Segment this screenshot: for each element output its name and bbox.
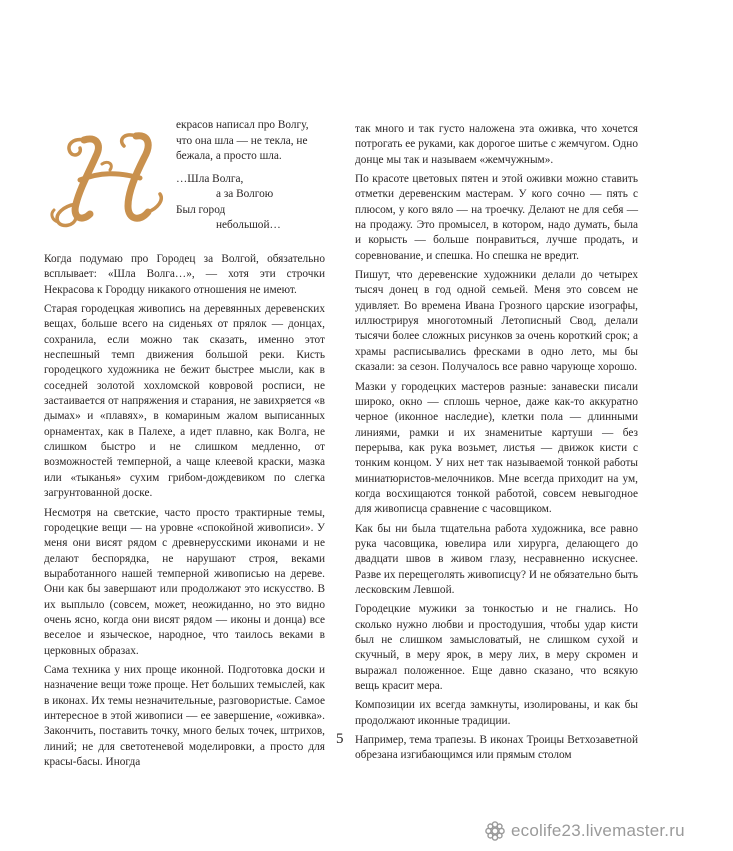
paragraph: Мазки у городецких мастеров разные: занавески писали широко, окно — сплошь черное, даже как-то аккуратно черное (иконное наследие), клетки пола — длинными линиями, рамки и их знаменитые картуши — без перерыва, как рука возьмет, листья — движок кисти с тонким концом. У них нет так называемой тонкой работы миниатюристов-мелочников. Мне всегда приходит на ум, когда восхищаются тонкой работой, совсем невыгодное для живописца сравнение с часовщиком. bbox=[355, 380, 638, 516]
watermark bbox=[484, 820, 685, 842]
paragraph: Сама техника у них проще иконной. Подготовка доски и назначение вещи тоже проще. Нет больших темыслей, как в иконах. Их темы незначительные, разговористые. Самое интересное в этой живописи — ее завершение, «оживка». Закончить, поставить точку, много белых точек, штрихов, линий; не для светотеневой моделировки, а просто для красы-басы. Иногда bbox=[44, 663, 326, 768]
verse-line: а за Волгою bbox=[216, 188, 274, 200]
paragraph: Как бы ни была тщательна работа художника, все равно рука часовщика, ювелира или хирурга, делающего до двадцати швов в живом глазу, несравненно искуснее. Разве их перещеголять живописцу? И не обязательно быть лесковским Левшой. bbox=[355, 522, 638, 596]
left-column bbox=[44, 118, 325, 774]
verse-line: Был город bbox=[176, 203, 226, 216]
paragraph: Старая городецкая живопись на деревянных деревенских вещах, больше всего на сиденьях от прялок — донцах, сохранила, если можно так сказать, именно этот неспешный темп движения большой реки. Кисть городецкого художника не бежит быстрее мысли, как в соседней золотой хохломской ковровой росписи, не застаивается от напряжения и старания, не завихряется «в дымах» и «плавях», в комариным жалом выписанных орнаментах, как в Палехе, а идет плавно, как Волга, не слишком быстро и не слишком медленно, от возможностей темперной, а чаще клеевой краски, мазка или «тыканья» сухим грибом-дождевиком по слегка загрунтованной доске. bbox=[44, 303, 325, 500]
watermark-text: ecolife23.livemaster.ru bbox=[511, 821, 685, 840]
verse-line: небольшой… bbox=[216, 219, 281, 231]
paragraph: Пишут, что деревенские художники делали до четырех тысяч донец в год одной семьей. Меня это совсем не удивляет. Во времена Ивана Грозного царские изографы, иллюстрируя многотомный Летописный Свод, делали тысячи более сложных рисунков за очень короткий срок; а храмы расписывались фресками в одно лето, мы бы сказали: за сезон. Получалось все равно чарующе хорошо. bbox=[355, 269, 638, 374]
page-number: 5 bbox=[336, 731, 344, 747]
paragraph: Когда подумаю про Городец за Волгой, обязательно всплывает: «Шла Волга…», — хотя эти строчки Некрасова к Городцу никакого отношения не имеют. bbox=[44, 253, 325, 296]
opening-block bbox=[44, 118, 325, 244]
paragraph: так много и так густо наложена эта оживка, что хочется потрогать ее руками, как дорогое шитье с жемчугом. Одно донце мы так и называем «жемчужным». bbox=[355, 123, 638, 166]
intro-text bbox=[176, 118, 325, 234]
right-column bbox=[355, 122, 638, 768]
intro-lead: екрасов написал про Волгу, что она шла — не текла, не бежала, а просто шла. bbox=[176, 119, 309, 162]
paragraph: Например, тема трапезы. В иконах Троицы Ветхозаветной обрезана изгибающимся или прямым столом bbox=[355, 734, 638, 762]
ornamental-dropcap-letter bbox=[44, 122, 172, 234]
paragraph: Несмотря на светские, часто просто трактирные темы, городецкие вещи — на уровне «спокойной живописи». У меня они висят рядом с древнерусскими иконами и не делают беспорядка, не нарушают строя, веками выработанного нашей темперной живописью на дереве. Они как бы завершают или продолжают это искусство. В их выплыло (совсем, может, неожиданно, но это видно очень ясно, когда они висят рядом — иконы и донца) все веселое и языческое, народное, что таилось веками в церковных образах. bbox=[44, 506, 325, 657]
paragraph: Композиции их всегда замкнуты, изолированы, и как бы продолжают иконные традиции. bbox=[355, 699, 638, 727]
verse-line: …Шла Волга, bbox=[176, 172, 244, 185]
verse-quote bbox=[176, 172, 325, 234]
flower-logo-icon bbox=[484, 820, 506, 842]
paragraph: Городецкие мужики за тонкостью и не гнались. Но сколько нужно любви и простодушия, чтобы удар кисти был не слишком замысловатый, не слишком сухой и скучный, в меру ярок, в меру лих, в меру скромен и выражал положенное. Еще давно сказано, что всякую вещь красит мера. bbox=[355, 603, 638, 693]
paragraph: По красоте цветовых пятен и этой оживки можно ставить отметки деревенским мастерам. У кого сочно — пять с плюсом, у кого вяло — на троечку. Делают не для себя — на продажу. Это промысел, в котором, надо думать, была и корысть — больше понравиться, лучше продать, и соревнование, и спешка. Но спешка не вредит. bbox=[355, 173, 638, 262]
